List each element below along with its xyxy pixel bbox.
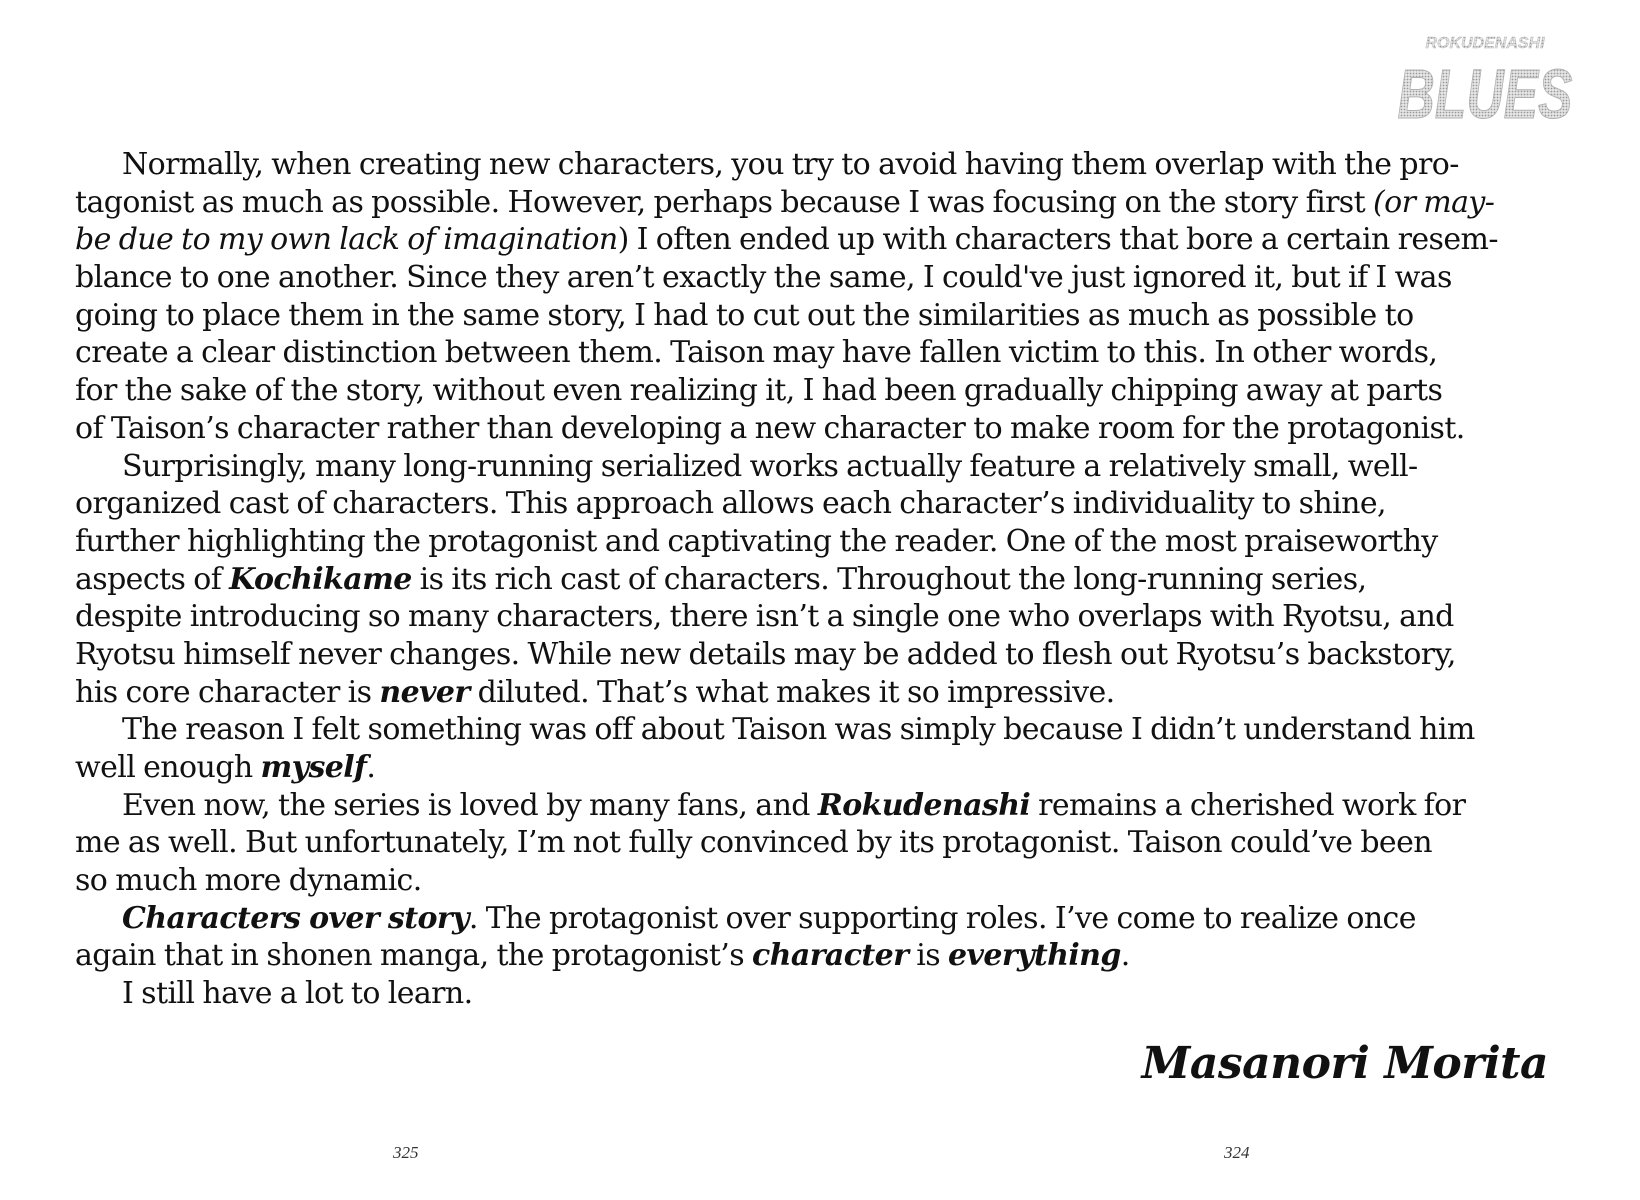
word-emphasis: never	[379, 674, 470, 710]
logo-main-text: BLUES	[1397, 55, 1573, 133]
text-line: Ryotsu himself never changes. While new details may be added to flesh out Ryotsu’s backstory,	[75, 636, 1456, 672]
text-line: so much more dynamic.	[75, 863, 422, 899]
text-line: create a clear distinction between them. Taison may have fallen victim to this. In other words,	[75, 335, 1438, 371]
series-logo	[1385, 30, 1585, 133]
logo-top-text: ROKUDENASHI	[1425, 35, 1545, 52]
text-line: Normally, when creating new characters, you try to avoid having them overlap with the pro-	[122, 147, 1459, 182]
text-line: blance to one another. Since they aren’t exactly the same, I could've just ignored it, but if I was	[75, 260, 1452, 296]
text-line: me as well. But unfortunately, I’m not fully convinced by its protagonist. Taison could’ve been	[75, 825, 1432, 861]
text-line: Characters over story. The protagonist over supporting roles. I’ve come to realize once	[122, 900, 1416, 936]
text-line: well enough myself.	[75, 750, 376, 785]
text-line: be due to my own lack of imagination) I often ended up with characters that bore a certain resem-	[75, 222, 1498, 258]
word-emphasis: myself	[260, 750, 367, 785]
afterword-text	[75, 146, 1595, 1013]
title-emphasis: Rokudenashi	[817, 787, 1031, 823]
word-emphasis: everything	[948, 938, 1121, 974]
phrase-emphasis: Characters over story	[122, 900, 469, 936]
text-line: his core character is never diluted. That’s what makes it so impressive.	[75, 674, 1115, 710]
text-line: Surprisingly, many long-running serialized works actually feature a relatively small, well-	[122, 448, 1418, 484]
series-logo-graphic	[1385, 30, 1585, 133]
text-line: I still have a lot to learn.	[122, 976, 473, 1012]
text-line: Even now, the series is loved by many fans, and Rokudenashi remains a cherished work for	[122, 787, 1466, 823]
author-signature: Masanori Morita	[1141, 1038, 1548, 1089]
text-line: The reason I felt something was off about Taison was simply because I didn’t understand him	[122, 712, 1475, 748]
title-emphasis: Kochikame	[229, 561, 412, 597]
text-line: of Taison’s character rather than developing a new character to make room for the protagonist.	[75, 410, 1465, 446]
text-line: further highlighting the protagonist and captivating the reader. One of the most praiseworthy	[75, 523, 1438, 559]
text-line: again that in shonen manga, the protagonist’s character is everything.	[75, 938, 1130, 974]
text-line: aspects of Kochikame is its rich cast of characters. Throughout the long-running series,	[75, 561, 1367, 597]
text-line: going to place them in the same story, I had to cut out the similarities as much as possible to	[75, 297, 1414, 333]
text-line: organized cast of characters. This approach allows each character’s individuality to shine,	[75, 486, 1386, 522]
text-line: for the sake of the story, without even realizing it, I had been gradually chipping away at parts	[75, 373, 1443, 409]
page-number-left: 325	[393, 1143, 419, 1162]
page-number-right: 324	[1224, 1143, 1250, 1162]
word-emphasis: character	[751, 938, 909, 974]
text-line: tagonist as much as possible. However, perhaps because I was focusing on the story first (or may-	[75, 184, 1495, 220]
text-line: despite introducing so many characters, there isn’t a single one who overlaps with Ryotsu, and	[75, 599, 1454, 635]
